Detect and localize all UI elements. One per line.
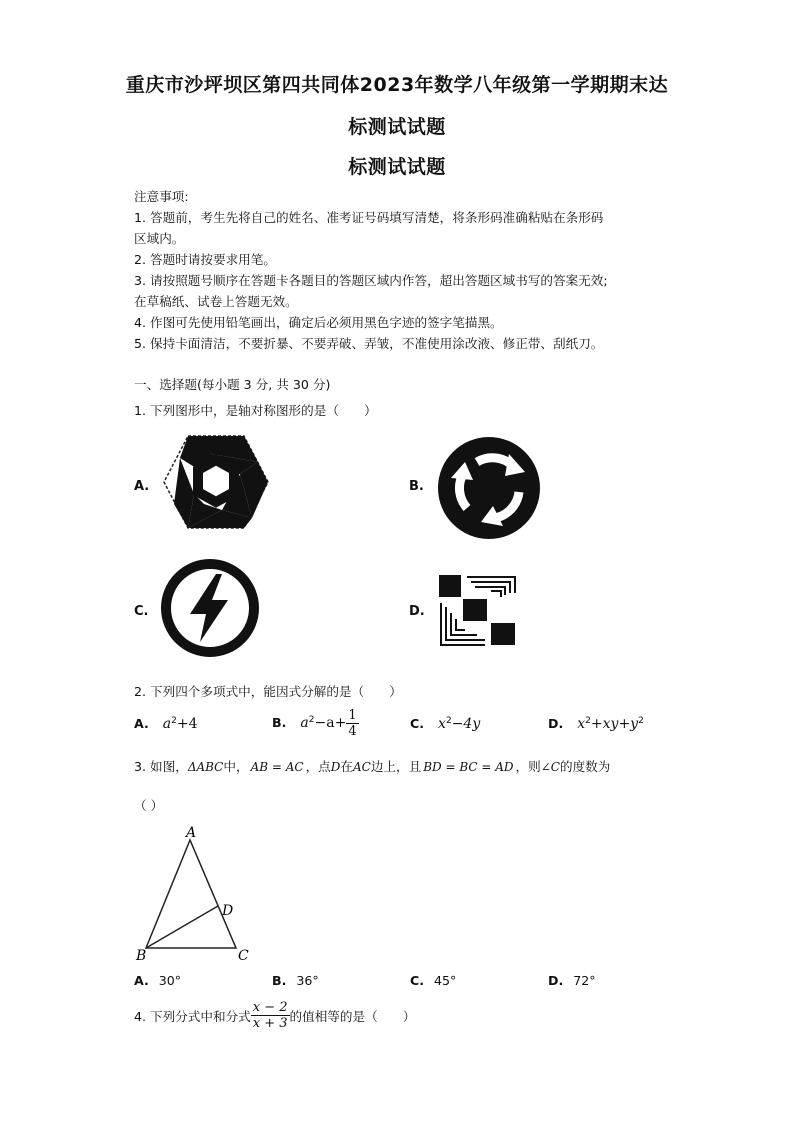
q3-option-b: [272, 973, 319, 988]
q3-triangle: ΔABC: [187, 760, 224, 774]
q3-eq2: BD = BC = AD: [423, 760, 514, 774]
q3-angle-c: ∠C: [540, 760, 560, 774]
q1-option-d-label: D.: [409, 604, 425, 619]
q3-point-d: D: [330, 760, 341, 774]
q3-ac: AC: [352, 760, 371, 774]
lightning-bolt-icon: [160, 558, 260, 658]
q3-eq1: AB = AC: [250, 760, 304, 774]
q2-b-mid: −a+: [314, 715, 347, 731]
notes-item: 2. 答题时请按要求用笔。: [134, 252, 276, 267]
q3-option-c-value: 45°: [434, 973, 457, 988]
q2-b-num: 1: [348, 708, 357, 723]
q2-c-rest: −4y: [451, 716, 481, 733]
q3-option-b-label: B.: [272, 973, 287, 988]
point-d-label: D: [222, 903, 234, 919]
q3-option-d: [548, 973, 596, 988]
notes-item: 在草稿纸、试卷上答题无效。: [134, 294, 298, 309]
q2-b-base: a: [300, 715, 309, 731]
q2-option-c-label: C.: [410, 716, 425, 732]
q2-option-c: [410, 716, 480, 732]
exam-title-line3: 标测试试题: [348, 156, 446, 178]
q3-option-c: [410, 973, 456, 988]
q4-fraction: [251, 1000, 290, 1031]
notes-block: [134, 186, 664, 354]
notes-item: 3. 请按照题号顺序在答题卡各题目的答题区域内作答，超出答题区域书写的答案无效;: [134, 273, 608, 288]
q1-option-b-label: B.: [409, 479, 424, 494]
notes-item: 1. 答题前，考生先将自己的姓名、准考证号码填写清楚，将条形码准确粘贴在条形码: [134, 210, 604, 225]
q4-prefix: 4. 下列分式中和分式: [134, 1009, 251, 1024]
vertex-c-label: C: [238, 948, 249, 964]
exam-title-line2: 标测试试题: [348, 116, 446, 138]
q3-option-b-value: 36°: [296, 973, 319, 988]
question-1-stem: 1. 下列图形中，是轴对称图形的是（ ）: [134, 403, 377, 418]
q4-denominator: x + 3: [252, 1016, 288, 1031]
q3-zhong: 中，: [223, 759, 249, 774]
q2-option-b-label: B.: [272, 715, 287, 730]
q2-c-base: x: [438, 716, 446, 733]
q1-option-a-label: A.: [134, 479, 150, 494]
q2-a-base: a: [162, 716, 172, 733]
q3-option-a-value: 30°: [158, 973, 182, 988]
q2-c-exp: 2: [445, 716, 452, 726]
vertex-a-label: A: [186, 825, 197, 841]
q2-b-den: 4: [348, 724, 357, 739]
question-2-stem: 2. 下列四个多项式中，能因式分解的是（ ）: [134, 684, 402, 699]
q3-answer-paren: （ ）: [134, 798, 164, 813]
q2-d-mid: +xy+y: [590, 716, 639, 733]
q3-option-d-value: 72°: [573, 973, 596, 988]
q2-d-exp: 2: [585, 716, 591, 726]
q2-option-b: [272, 708, 359, 739]
q4-numerator: x − 2: [252, 1000, 288, 1015]
recycle-arrows-icon: [437, 436, 541, 540]
q2-option-a-label: A.: [134, 716, 149, 732]
q2-b-fraction: [346, 708, 358, 739]
q3-tail: 的度数为: [559, 759, 611, 774]
notes-item: 4. 作图可先使用铅笔画出，确定后必须用黑色字迹的签字笔描黑。: [134, 315, 503, 330]
q2-d-exp2: 2: [638, 716, 644, 726]
section-heading: 一、选择题(每小题 3 分, 共 30 分): [134, 377, 331, 392]
question-3-stem: [134, 756, 610, 775]
notes-item: 区域内。: [134, 231, 185, 246]
q3-option-a-label: A.: [134, 973, 149, 988]
q3-bian: 边上，且: [370, 759, 422, 774]
q3-comma1: ，点: [305, 759, 331, 774]
q2-option-a: [134, 716, 198, 732]
vertex-b-label: B: [136, 948, 147, 964]
question-4-stem: [134, 1000, 415, 1031]
q3-prefix: 3. 如图，: [134, 759, 188, 774]
notes-heading: 注意事项:: [134, 189, 189, 204]
q2-b-exp: 2: [308, 714, 315, 725]
q3-option-d-label: D.: [548, 973, 564, 988]
notes-item: 5. 保持卡面清洁，不要折暴、不要弄破、弄皱，不准使用涂改液、修正带、刮纸刀。: [134, 336, 604, 351]
q3-option-c-label: C.: [410, 973, 425, 988]
q3-zai: 在: [340, 759, 353, 774]
q2-a-exp: 2: [171, 716, 177, 726]
q2-option-d-label: D.: [548, 716, 564, 732]
q3-ze: ，则: [515, 759, 541, 774]
q2-d-base: x: [577, 716, 586, 733]
q2-a-rest: +4: [176, 716, 198, 733]
q4-suffix: 的值相等的是（ ）: [289, 1009, 416, 1024]
q3-option-a: [134, 973, 181, 988]
checker-squares-icon: [437, 573, 519, 649]
exam-title-line1: 重庆市沙坪坝区第四共同体2023年数学八年级第一学期期末达: [125, 74, 669, 96]
hexagon-shutter-icon: [160, 432, 270, 532]
triangle-abc-figure: [134, 822, 264, 967]
q2-option-d: [548, 716, 644, 732]
q1-option-c-label: C.: [134, 604, 149, 619]
